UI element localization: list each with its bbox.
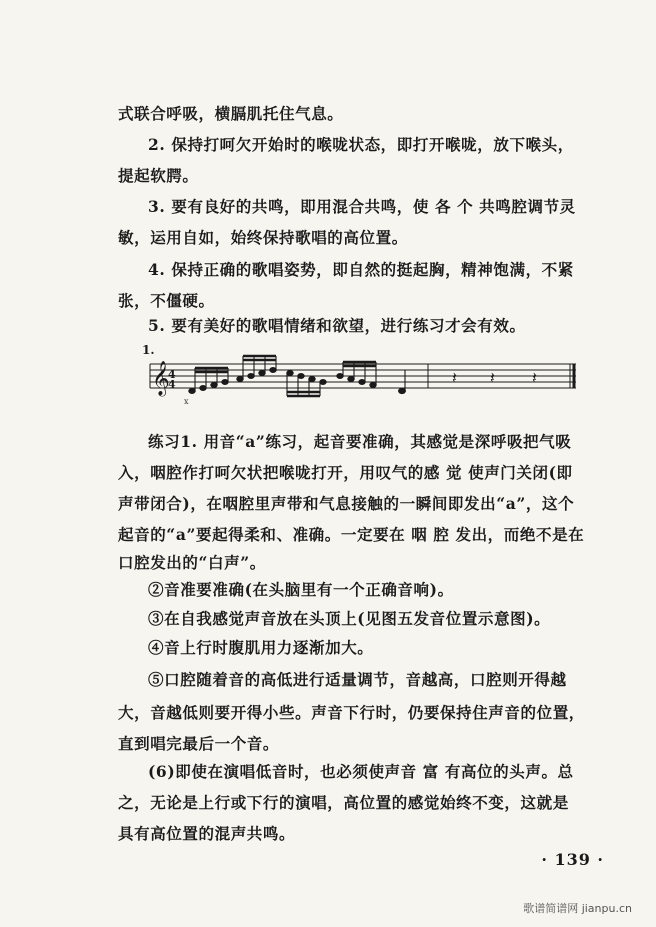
text-line: 具有高位置的混声共鸣。: [118, 824, 296, 843]
text-line: 起音的“a”要起得柔和、准确。一定要在 咽 腔 发出，而绝不是在: [118, 525, 585, 544]
breath-mark: x: [184, 397, 189, 406]
page-number: · 139 ·: [541, 850, 604, 869]
text-line: 2. 保持打呵欠开始时的喉咙状态，即打开喉咙，放下喉头，: [148, 135, 574, 154]
text-line: ⑤口腔随着音的高低进行适量调节，音越高，口腔则开得越: [148, 670, 567, 689]
text-line: (6)即使在演唱低音时，也必须使声音 富 有高位的头声。总: [148, 762, 574, 781]
rest-icon: 𝄽: [532, 368, 537, 387]
note-group-descending: [287, 362, 376, 396]
text-line: 直到唱完最后一个音。: [118, 734, 280, 753]
text-line: 大，音越低则要开得小些。声音下行时，仍要保持住声音的位置，: [118, 703, 585, 722]
text-line: ④音上行时腹肌用力逐渐加大。: [148, 638, 374, 657]
text-line: 提起软腭。: [118, 166, 199, 185]
text-line: 张，不僵硬。: [118, 291, 215, 310]
rest-icon: 𝄽: [452, 368, 457, 387]
text-line: 5. 要有美好的歌唱情绪和欲望，进行练习才会有效。: [148, 316, 526, 335]
text-line: 3. 要有良好的共鸣，即用混合共鸣，使 各 个 共鸣腔调节灵: [148, 197, 576, 216]
treble-clef-icon: 𝄞: [152, 361, 170, 396]
text-line: ③在自我感觉声音放在头顶上(见图五发音位置示意图)。: [148, 609, 551, 628]
text-line: 4. 保持正确的歌唱姿势，即自然的挺起胸，精神饱满，不紧: [148, 260, 574, 279]
text-line: 口腔发出的“白声”。: [118, 553, 266, 572]
text-line: ②音准要准确(在头脑里有一个正确音响)。: [148, 580, 454, 599]
exercise-number: 1.: [142, 343, 155, 357]
text-line: 练习1. 用音“a”练习，起音要准确，其感觉是深呼吸把气吸: [148, 432, 572, 451]
text-line: 之，无论是上行或下行的演唱，高位置的感觉始终不变，这就是: [118, 793, 569, 812]
text-line: 式联合呼吸，横膈肌托住气息。: [118, 104, 344, 123]
text-line: 敏，运用自如，始终保持歌唱的高位置。: [118, 228, 408, 247]
svg-text:4: 4: [168, 378, 176, 391]
music-staff: [140, 338, 580, 408]
watermark: 歌谱简谱网 jianpu.cn: [523, 902, 632, 915]
rest-icon: 𝄽: [490, 368, 495, 387]
time-signature: 4: [168, 368, 176, 381]
text-line: 声带闭合)，在咽腔里声带和气息接触的一瞬间即发出“a”，这个: [118, 494, 575, 513]
text-line: 入，咽腔作打呵欠状把喉咙打开，用叹气的感 觉 使声门关闭(即: [118, 463, 573, 482]
